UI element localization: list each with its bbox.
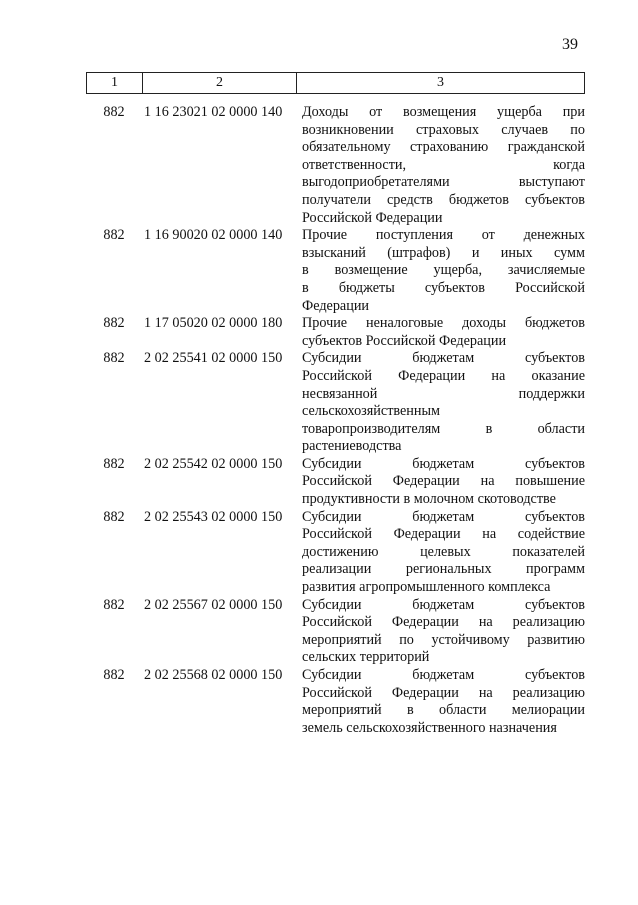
table-row <box>86 456 585 509</box>
table-header <box>86 72 585 94</box>
admin-code: 882 <box>103 667 125 683</box>
budget-classification-code: 2 02 25543 02 0000 150 <box>144 508 283 525</box>
description-line: Российской Федерации на реализацию <box>302 684 585 701</box>
description-line: мероприятий в области мелиорации <box>302 702 585 719</box>
description-line: Субсидии бюджетам субъектов <box>302 350 585 367</box>
description-line: Субсидии бюджетам субъектов <box>302 508 585 525</box>
page-number: 39 <box>562 36 578 53</box>
header-col-1: 1 <box>87 73 143 93</box>
admin-code: 882 <box>103 596 125 613</box>
description-line: растениеводства <box>302 438 402 455</box>
budget-classification-code: 2 02 25542 02 0000 150 <box>144 455 283 472</box>
table-row <box>86 597 585 667</box>
description-line: Прочие поступления от денежных <box>302 227 585 244</box>
description-line: Субсидии бюджетам субъектов <box>302 455 585 472</box>
revenue-description <box>298 597 585 667</box>
revenue-description <box>298 509 585 597</box>
description-line: выгодоприобретателями выступают <box>302 174 585 191</box>
budget-classification-code: 2 02 25568 02 0000 150 <box>144 667 283 683</box>
description-line: в возмещение ущерба, зачисляемые <box>302 262 585 279</box>
description-line: Российской Федерации на содействие <box>302 526 585 543</box>
description-line: земель сельскохозяйственного назначения <box>302 719 557 736</box>
budget-classification-code: 2 02 25541 02 0000 150 <box>144 350 283 367</box>
description-line: Федерации <box>302 297 370 314</box>
description-line: субъектов Российской Федерации <box>302 332 507 349</box>
description-line: реализации региональных программ <box>302 561 585 578</box>
budget-classification-code: 2 02 25567 02 0000 150 <box>144 596 283 613</box>
revenue-description <box>298 315 585 350</box>
table-row <box>86 509 585 597</box>
description-line: обязательному страхованию гражданской <box>302 139 585 156</box>
admin-code: 882 <box>103 508 125 525</box>
description-line: возникновении страховых случаев по <box>302 121 585 138</box>
description-line: взысканий (штрафов) и иных сумм <box>302 244 585 261</box>
header-col-2: 2 <box>143 73 297 93</box>
description-line: в бюджеты субъектов Российской <box>302 279 585 296</box>
description-line: Доходы от возмещения ущерба при <box>302 104 585 120</box>
admin-code: 882 <box>103 104 125 120</box>
description-line: сельских территорий <box>302 649 430 666</box>
description-line: развития агропромышленного комплекса <box>302 579 551 596</box>
description-line: Субсидии бюджетам субъектов <box>302 596 585 613</box>
revenue-description <box>298 456 585 509</box>
description-line: достижению целевых показателей <box>302 543 585 560</box>
budget-classification-code: 1 17 05020 02 0000 180 <box>144 315 283 332</box>
admin-code: 882 <box>103 227 125 244</box>
description-line: Прочие неналоговые доходы бюджетов <box>302 315 585 332</box>
revenue-description <box>298 104 585 227</box>
admin-code: 882 <box>103 455 125 472</box>
table-body <box>86 104 585 737</box>
description-line: Российской Федерации на реализацию <box>302 614 585 631</box>
table-row <box>86 350 585 456</box>
description-line: получатели средств бюджетов субъектов <box>302 191 585 208</box>
table-row <box>86 315 585 350</box>
description-line: товаропроизводителям в области <box>302 420 585 437</box>
revenue-description <box>298 227 585 315</box>
description-line: несвязанной поддержки <box>302 385 585 402</box>
budget-classification-code: 1 16 90020 02 0000 140 <box>144 227 283 244</box>
revenue-description <box>298 350 585 456</box>
budget-classification-code: 1 16 23021 02 0000 140 <box>144 104 283 120</box>
description-line: Субсидии бюджетам субъектов <box>302 667 585 683</box>
admin-code: 882 <box>103 315 125 332</box>
description-line: ответственности, когда <box>302 156 585 173</box>
table-row <box>86 227 585 315</box>
description-line: мероприятий по устойчивому развитию <box>302 631 585 648</box>
description-line: сельскохозяйственным <box>302 403 441 420</box>
table-row <box>86 667 585 737</box>
description-line: Российской Федерации на оказание <box>302 367 585 384</box>
description-line: продуктивности в молочном скотоводстве <box>302 491 556 508</box>
table-row <box>86 104 585 227</box>
description-line: Российской Федерации на повышение <box>302 473 585 490</box>
description-line: Российской Федерации <box>302 209 443 226</box>
header-col-3: 3 <box>437 75 444 90</box>
revenue-description <box>298 667 585 737</box>
admin-code: 882 <box>103 350 125 367</box>
